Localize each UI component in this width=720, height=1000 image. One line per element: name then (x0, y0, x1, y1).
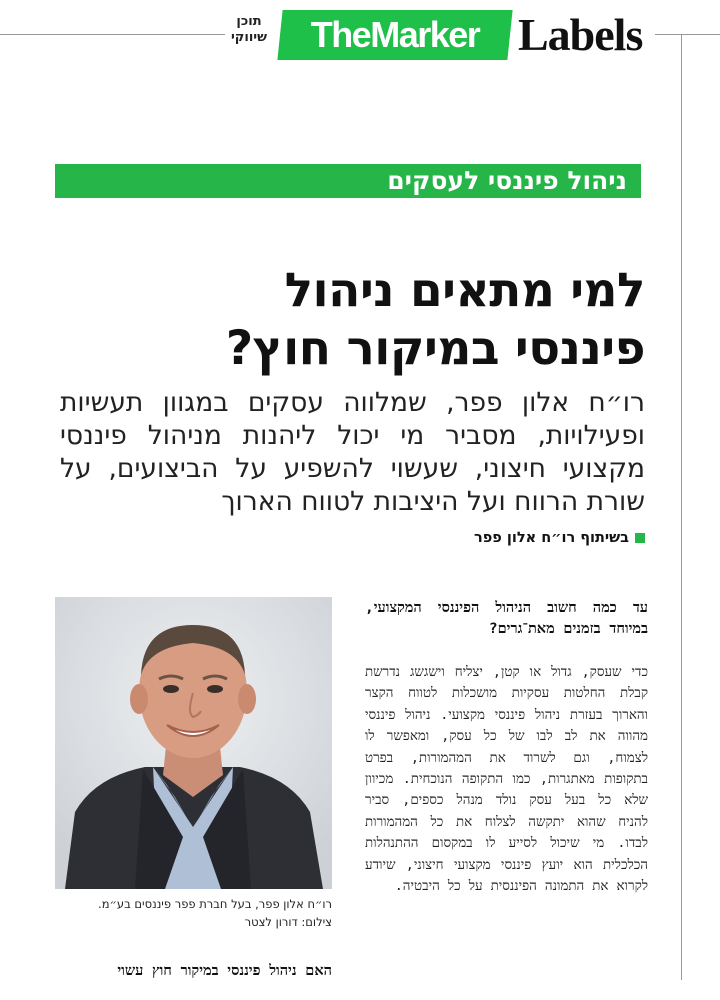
top-rule (0, 34, 225, 35)
photo-caption (55, 895, 332, 931)
article-body: כדי שעסק, גדול או קטן, יצליח וישגשג נדרשת קבלת החלטות עסקיות מושכלות לטווח הקצר והארוך בעזרת ניהול פיננסי מקצועי. ניהול פיננסי מהווה את לב לבו של כל עסק, ומאפשר לו לצמוח, וגם לשרוד את המהמורות, בפרט בתקופות מאתגרות, כמו התקופה הנוכחית. מכיוון שלא כל בעל עסק נולד מנהל כספים, סביר להניח שהוא יתקשה לצלוח את כל המהמורות לבדו. מי שיכול לסייע לו במקסום ההתנהלות הכלכלית הוא יועץ פיננסי מקצועי חיצוני, שיודע לקרוא את התמונה הפיננסית על כל היבטיה. (365, 665, 648, 895)
themarker-logo[interactable]: TheMarker (310, 14, 480, 55)
sponsored-label (222, 14, 276, 46)
byline-text: בשיתוף רו״ח אלון פפר (474, 530, 629, 546)
top-rule (655, 34, 720, 35)
next-question-heading: האם ניהול פיננסי במיקור חוץ עשוי (117, 963, 332, 979)
byline-square-icon (635, 533, 645, 543)
photo-credit: צילום: דורון לצטר (244, 915, 332, 929)
byline (380, 529, 645, 547)
portrait-illustration (55, 597, 332, 889)
question-heading: עד כמה חשוב הניהול הפיננסי המקצועי, במיוחד בזמנים מאת־גרים? (365, 600, 648, 637)
section-title: ניהול פיננסי לעסקים (55, 164, 641, 198)
author-photo (55, 597, 332, 889)
article-subhead: רו״ח אלון פפר, שמלווה עסקים במגוון תעשיות ופעילויות, מסביר מי יכול ליהנות מניהול פיננסי מקצועי חיצוני, שעשוי להשפיע על הביצועים, על שורת הרווח ועל היציבות לטווח הארוך (60, 387, 645, 517)
article-headline: למי מתאים ניהול פיננסי במיקור חוץ? (225, 263, 645, 376)
caption-text: רו״ח אלון פפר, בעל חברת פפר פיננסים בע״מ. (98, 897, 332, 911)
column-rule (681, 34, 682, 980)
sponsored-line-1: תוכן (236, 14, 262, 29)
labels-logo[interactable]: Labels (518, 9, 643, 60)
sponsored-line-2: שיווקי (230, 30, 267, 45)
